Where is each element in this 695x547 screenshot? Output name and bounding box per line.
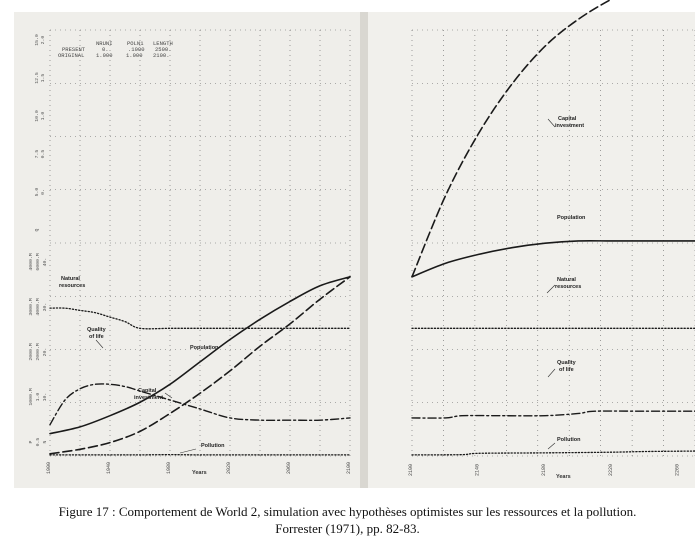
axis-scale-label: 5.0 — [35, 187, 40, 197]
label-capital-left-1: Capital — [138, 388, 157, 394]
axis-scale-label: 1.0 — [41, 111, 46, 121]
label-natural-resources-right-2: resources — [555, 284, 582, 290]
header-row-1-v3: 2500. — [155, 46, 172, 53]
axis-scale-label: 7.5 — [35, 149, 40, 159]
left-x-axis-label: Years — [192, 470, 207, 476]
axis-scale-label: 1.5 — [41, 73, 46, 83]
axis-scale-label: Q — [35, 228, 40, 232]
axis-scale-label: 40. — [43, 257, 48, 267]
axis-scale-label: 3000.M — [29, 298, 34, 316]
label-capital-right-1: Capital — [558, 116, 577, 122]
x-tick-label: 2260 — [674, 463, 681, 477]
axis-scale-label: 10.0 — [35, 110, 40, 122]
axis-scale-label: 2.0 — [41, 35, 46, 45]
axis-scale-label: 2000.M — [36, 343, 41, 361]
axis-scale-label: 6000.M — [36, 253, 41, 271]
label-pollution-right: Pollution — [557, 437, 581, 443]
axis-scale-label: 4000.M — [36, 298, 41, 316]
axis-scale-label: 10. — [43, 392, 48, 402]
x-tick-label: 2100 — [346, 461, 352, 475]
axis-scale-label: 20. — [43, 347, 48, 357]
header-row-2-v3: 2100. — [153, 52, 170, 59]
header-row-1-label: PRESENT — [62, 46, 86, 53]
label-quality-of-life-right-1: Quality — [557, 360, 576, 366]
x-tick-label: 2220 — [607, 463, 614, 477]
axis-scale-label: 15.0 — [35, 34, 40, 46]
axis-scale-label: 1.0 — [36, 392, 41, 402]
label-capital-right-2: investment — [555, 123, 585, 129]
x-tick-label: 2060 — [286, 461, 292, 475]
label-capital-left-2: investment — [134, 395, 164, 401]
header-col-2: POLN1 — [127, 40, 144, 47]
header-col-3: LENGTH — [153, 40, 173, 47]
label-natural-resources-left-2: resources — [59, 283, 86, 289]
axis-scale-label: 0.5 — [41, 149, 46, 159]
x-tick-label: 2180 — [541, 463, 548, 477]
label-natural-resources-right-1: Natural — [557, 277, 576, 283]
x-tick-label: 1940 — [106, 461, 112, 475]
axis-scale-label: P — [29, 440, 34, 444]
x-tick-label: 2140 — [474, 463, 481, 477]
caption-line-2: Forrester (1971), pp. 82-83. — [275, 521, 420, 536]
label-quality-of-life-left-2: of life — [89, 334, 104, 340]
right-x-axis-label: Years — [556, 474, 571, 480]
axis-scale-label: N — [43, 440, 48, 444]
book-gutter — [360, 12, 368, 488]
label-quality-of-life-right-2: of life — [559, 367, 574, 373]
label-natural-resources-left-1: Natural — [61, 276, 80, 282]
label-quality-of-life-left-1: Quality — [87, 327, 106, 333]
header-row-2-v2: 1.000 — [126, 52, 143, 59]
x-tick-label: 1900 — [46, 461, 52, 475]
axis-scale-label: 0.5 — [36, 437, 41, 447]
x-tick-label: 2100 — [408, 463, 414, 477]
header-row-1-v1: 0. — [102, 46, 109, 53]
axis-scale-label: 1000.M — [29, 388, 34, 406]
label-population-right: Population — [557, 215, 586, 221]
header-row-2-label: ORIGINAL — [58, 52, 85, 59]
label-pollution-left: Pollution — [201, 443, 225, 449]
axis-scale-label: 2000.M — [29, 343, 34, 361]
x-tick-label: 1980 — [166, 461, 172, 475]
axis-scale-label: 12.5 — [35, 72, 40, 84]
header-row-2-v1: 1.000 — [96, 52, 113, 59]
axis-scale-label: 30. — [43, 302, 48, 312]
header-col-1: NRUNI — [96, 40, 113, 47]
caption-line-1: Figure 17 : Comportement de World 2, simulation avec hypothèses optimistes sur les ressources et la pollution. — [58, 504, 637, 519]
header-row-1-v2: .1000 — [128, 46, 145, 53]
figure-caption — [0, 503, 695, 537]
axis-scale-label: 4000.M — [29, 253, 34, 271]
x-tick-label: 2020 — [226, 461, 232, 475]
axis-scale-label: 0. — [41, 189, 46, 195]
label-population-left: Population — [190, 345, 219, 351]
